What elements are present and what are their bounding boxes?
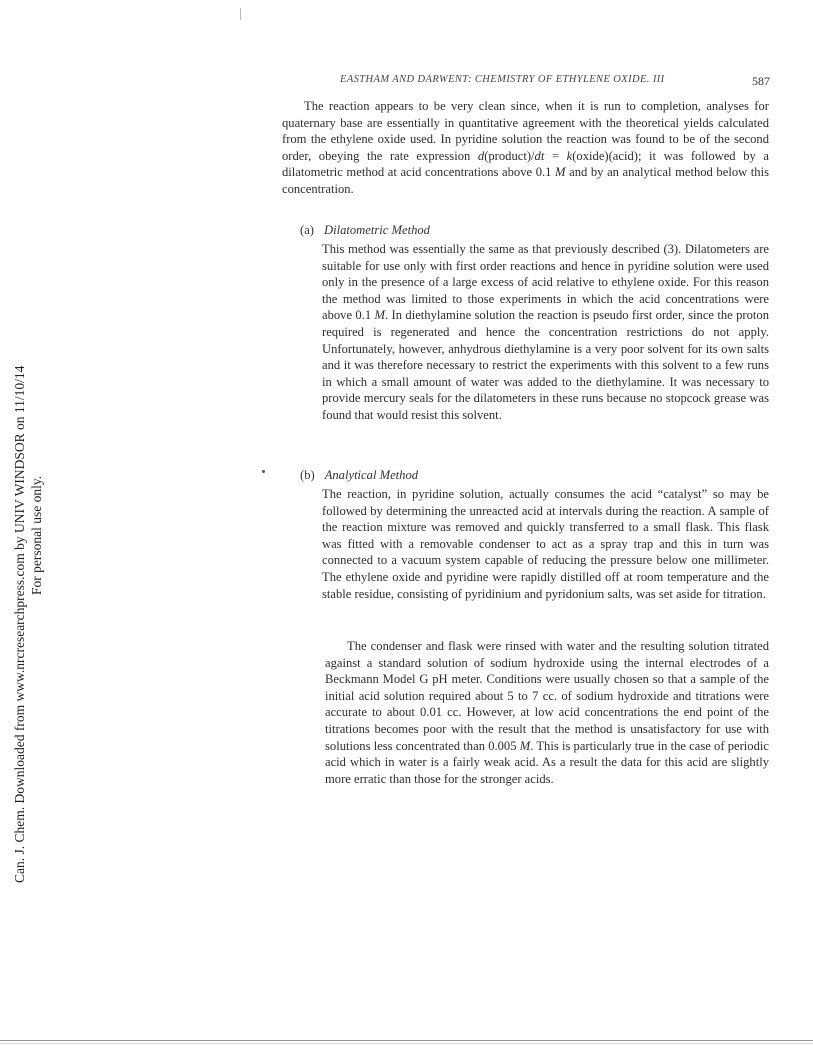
page-number: 587: [752, 74, 770, 88]
page-bottom-rule: [0, 1040, 813, 1041]
paragraph-dilatometric: [322, 241, 769, 424]
math-molar: M: [519, 738, 531, 753]
math-molar: M: [374, 308, 386, 323]
section-title: Dilatometric Method: [323, 223, 430, 237]
running-title: EASTHAM AND DARWENT: CHEMISTRY OF ETHYLENE OXIDE. III: [340, 74, 665, 85]
text-run: (oxide)(acid); it was followed by a dilatometric method at acid concentrations above 0.1: [282, 148, 769, 180]
download-watermark: [12, 165, 60, 885]
section-heading-dilatometric: [300, 223, 430, 238]
math-d: d: [477, 148, 485, 163]
math-dt: dt: [534, 148, 545, 163]
math-k: k: [566, 148, 573, 163]
text-run: and by an analytical method below this concentration.: [282, 165, 769, 196]
math-molar: M: [555, 165, 566, 180]
text-run: =: [544, 148, 567, 163]
section-letter: (a): [300, 223, 314, 237]
scan-speck: [262, 470, 265, 473]
text-run: The reaction appears to be very clean since, when it is run to completion, analyses for quaternary base are essentially in quantitative agreement with the theoretical yields calculated from the ethylene oxide used. In pyridine solution the reaction was found to be of the second order, obeying the rate expression: [282, 99, 769, 163]
text-run: . This is particularly true in the case of periodic acid which in water is a fairly weak acid. As a result the data for this acid are slightly more erratic than those for the stronger acids.: [325, 738, 769, 786]
text-run: (product)/: [484, 148, 535, 163]
paragraph-titration: [325, 638, 769, 787]
paragraph-intro: [282, 98, 769, 198]
section-letter: (b): [300, 468, 315, 482]
page-bottom-rule-faint: [0, 1043, 813, 1044]
section-title: Analytical Method: [324, 468, 419, 482]
section-heading-analytical: [300, 468, 418, 483]
paragraph-analytical: The reaction, in pyridine solution, actually consumes the acid “catalyst” so may be followed by determining the unreacted acid at intervals during the reaction. A sample of the reaction mixture was removed and quickly transferred to a small flask. This flask was fitted with a removable condenser to act as a spray trap and this in turn was connected to a vacuum system capable of reducing the pressure below one millimeter. The ethylene oxide and pyridine were rapidly distilled off at room temperature and the stable residue, consisting of pyridinium and pyridonium salts, was set aside for titration.: [322, 487, 769, 601]
running-header: [280, 74, 770, 90]
text-run: This method was essentially the same as that previously described (3). Dilatometers are suitable for use only with first order reactions and hence in pyridine solution were used only in the presence of a large excess of acid relative to ethylene oxide. For this reason the method was limited to those experiments in which the acid concentrations were above 0.1: [322, 242, 769, 323]
text-run: . In diethylamine solution the reaction is pseudo first order, since the proton required is regenerated and hence the concentration restrictions do not apply. Unfortunately, however, anhydrous diethylamine is a very poor solvent for its own salts and it was therefore necessary to restrict the experiments with this solvent to a few runs in which a small amount of water was added to the diethylamine. It was necessary to provide mercury seals for the dilatometers in these runs because no stopcock grease was found that would resist this solvent.: [322, 308, 770, 422]
watermark-line-2: For personal use only.: [29, 475, 44, 595]
watermark-line-1: Can. J. Chem. Downloaded from www.nrcresearchpress.com by UNIV WINDSOR on 11/10/14: [12, 365, 27, 883]
text-run: The condenser and flask were rinsed with water and the resulting solution titrated against a standard solution of sodium hydroxide using the internal electrodes of a Beckmann Model G pH meter. Conditions were usually chosen so that a sample of the initial acid solution required about 5 to 7 cc. of sodium hydroxide and titrations were accurate to about 0.01 cc. However, at low acid concentrations the end point of the titrations becomes poor with the result that the method is unsatisfactory for use with solutions less concentrated than 0.005: [325, 639, 769, 753]
scan-edge-mark: [240, 8, 241, 20]
